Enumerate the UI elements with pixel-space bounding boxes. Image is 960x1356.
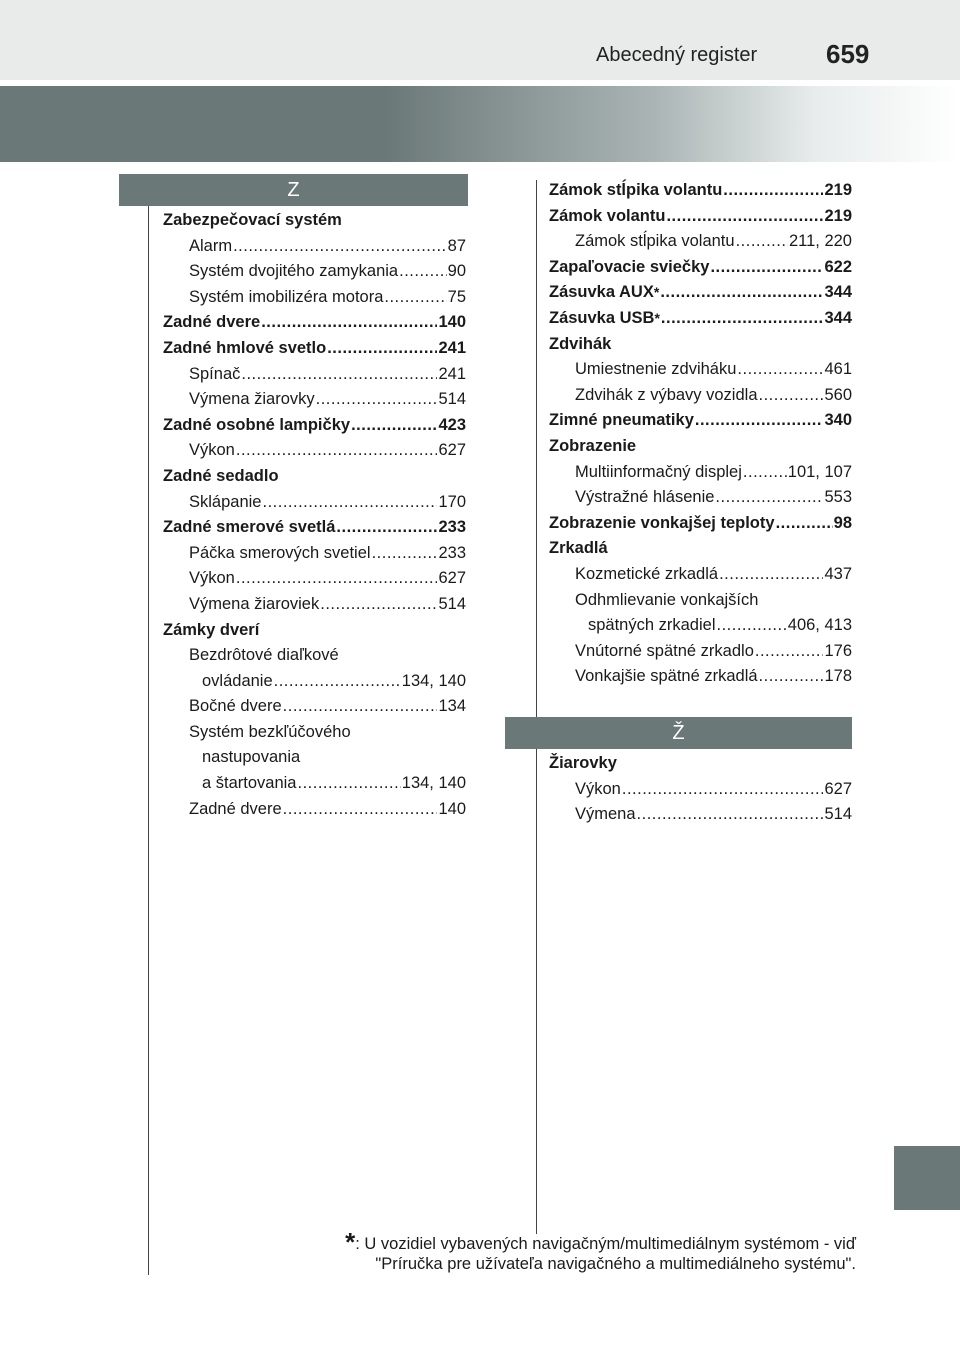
index-entry bbox=[549, 332, 852, 358]
entry-page-ref: 140 bbox=[438, 799, 466, 818]
dot-leader bbox=[236, 566, 438, 592]
entry-label: Zobrazenie vonkajšej teploty bbox=[549, 513, 775, 532]
entry-page-ref: 514 bbox=[438, 390, 466, 409]
index-entry bbox=[163, 669, 466, 695]
index-entry bbox=[549, 802, 852, 828]
middle-column-rule bbox=[536, 180, 537, 1234]
entry-label: Výmena bbox=[575, 805, 636, 824]
index-entry bbox=[549, 536, 852, 562]
dot-leader bbox=[283, 694, 438, 720]
index-entry bbox=[163, 285, 466, 311]
index-entry bbox=[163, 336, 466, 362]
entry-label: Sklápanie bbox=[189, 492, 262, 511]
dot-leader bbox=[723, 178, 823, 204]
footnote bbox=[268, 1227, 856, 1274]
entry-label: Zabezpečovací systém bbox=[163, 211, 342, 229]
entry-page-ref: 211, 220 bbox=[788, 232, 852, 251]
index-entry bbox=[549, 229, 852, 255]
index-column-left bbox=[163, 208, 466, 822]
entry-page-ref: 340 bbox=[824, 411, 852, 430]
header-title: Abecedný register bbox=[596, 44, 758, 66]
entry-page-ref: 101, 107 bbox=[787, 462, 852, 481]
entry-page-ref: 170 bbox=[438, 492, 466, 511]
entry-label: Zadné sedadlo bbox=[163, 466, 279, 485]
entry-page-ref: 553 bbox=[824, 488, 852, 507]
entry-page-ref: 134, 140 bbox=[401, 774, 466, 793]
index-entry bbox=[549, 511, 852, 537]
dot-leader bbox=[336, 515, 437, 541]
index-entry bbox=[163, 592, 466, 618]
entry-page-ref: 241 bbox=[438, 364, 466, 383]
index-column-right bbox=[549, 178, 852, 690]
index-entry bbox=[549, 460, 852, 486]
entry-label: Spínač bbox=[189, 364, 241, 383]
index-entry bbox=[549, 383, 852, 409]
entry-label: Vnútorné spätné zrkadlo bbox=[575, 641, 754, 660]
index-entry bbox=[549, 639, 852, 665]
dot-leader bbox=[351, 413, 437, 439]
entry-page-ref: 627 bbox=[438, 441, 466, 460]
entry-page-ref: 176 bbox=[824, 641, 852, 660]
dot-leader bbox=[666, 204, 823, 230]
dot-leader bbox=[262, 490, 437, 516]
entry-label: Výkon bbox=[575, 779, 621, 798]
entry-label: Zdvihák bbox=[549, 334, 612, 353]
entry-page-ref: 627 bbox=[824, 779, 852, 798]
dot-leader bbox=[384, 285, 446, 311]
entry-label: Výmena žiaroviek bbox=[189, 594, 320, 613]
entry-label: Systém bezkľúčového bbox=[189, 722, 351, 741]
index-entry bbox=[163, 490, 466, 516]
entry-page-ref: 233 bbox=[438, 518, 466, 537]
entry-page-ref: 344 bbox=[824, 283, 852, 302]
entry-label: Systém imobilizéra motora bbox=[189, 287, 384, 306]
dot-leader bbox=[737, 357, 823, 383]
entry-label: Zadné osobné lampičky bbox=[163, 415, 351, 434]
entry-label: Systém dvojitého zamykania bbox=[189, 262, 399, 281]
index-entry bbox=[163, 720, 466, 746]
entry-label: Zámok stĺpika volantu bbox=[549, 181, 723, 199]
entry-page-ref: 134 bbox=[438, 697, 466, 716]
entry-label: Zrkadlá bbox=[549, 539, 608, 558]
entry-page-ref: 406, 413 bbox=[787, 616, 852, 635]
entry-label: Zdvihák z výbavy vozidla bbox=[575, 385, 758, 404]
left-column-rule bbox=[148, 180, 149, 1275]
entry-page-ref: 219 bbox=[824, 206, 852, 225]
index-entry bbox=[163, 618, 466, 644]
header-strip bbox=[0, 0, 960, 80]
dot-leader bbox=[661, 306, 824, 332]
header-gradient-band bbox=[0, 86, 960, 162]
entry-label: Výmena žiarovky bbox=[189, 390, 315, 409]
entry-label: Výstražné hlásenie bbox=[575, 488, 715, 507]
footnote-line-1 bbox=[268, 1227, 856, 1257]
entry-page-ref: 514 bbox=[438, 594, 466, 613]
entry-label: Zadné dvere bbox=[163, 313, 261, 332]
index-entry bbox=[163, 566, 466, 592]
index-entry bbox=[163, 771, 466, 797]
entry-page-ref: 437 bbox=[824, 564, 852, 583]
entry-page-ref: 241 bbox=[438, 338, 466, 357]
entry-label: Výkon bbox=[189, 441, 235, 460]
footnote-star: * bbox=[345, 1227, 356, 1257]
index-entry bbox=[549, 588, 852, 614]
entry-page-ref: 622 bbox=[824, 257, 852, 276]
entry-label: spätných zrkadiel bbox=[588, 616, 716, 635]
dot-leader bbox=[320, 592, 437, 618]
index-entry bbox=[549, 408, 852, 434]
entry-label: Zásuvka USB bbox=[549, 308, 655, 327]
dot-leader bbox=[261, 310, 437, 336]
entry-label: Zámky dverí bbox=[163, 620, 260, 639]
footnote-text-1: : U vozidiel vybavených navigačným/multimediálnym systémom - viď bbox=[355, 1235, 856, 1253]
entry-page-ref: 344 bbox=[824, 308, 852, 327]
index-entry bbox=[163, 310, 466, 336]
dot-leader bbox=[660, 280, 823, 306]
dot-leader bbox=[743, 460, 787, 486]
dot-leader bbox=[755, 639, 824, 665]
index-entry bbox=[549, 357, 852, 383]
entry-label: Výkon bbox=[189, 569, 235, 588]
dot-leader bbox=[776, 511, 833, 537]
entry-label: Multiinformačný displej bbox=[575, 462, 742, 481]
index-entry bbox=[549, 178, 852, 204]
entry-label: Alarm bbox=[189, 236, 233, 255]
dot-leader bbox=[283, 797, 438, 823]
entry-label: Zásuvka AUX bbox=[549, 283, 654, 302]
entry-page-ref: 423 bbox=[438, 415, 466, 434]
index-entry bbox=[549, 777, 852, 803]
entry-page-ref: 87 bbox=[447, 236, 466, 255]
dot-leader bbox=[233, 234, 447, 260]
entry-page-ref: 461 bbox=[824, 360, 852, 379]
entry-page-ref: 627 bbox=[438, 569, 466, 588]
index-entry bbox=[163, 464, 466, 490]
section-header-zz: Ž bbox=[505, 717, 852, 749]
index-entry bbox=[163, 208, 466, 234]
entry-page-ref: 178 bbox=[824, 667, 852, 686]
index-entry bbox=[549, 255, 852, 281]
dot-leader bbox=[316, 387, 438, 413]
dot-leader bbox=[710, 255, 823, 281]
index-entry bbox=[163, 387, 466, 413]
dot-leader bbox=[716, 613, 786, 639]
entry-label: Žiarovky bbox=[549, 754, 617, 772]
index-entry bbox=[163, 259, 466, 285]
entry-page-ref: 219 bbox=[824, 181, 852, 199]
index-entry bbox=[549, 434, 852, 460]
chapter-tab bbox=[894, 1146, 960, 1210]
entry-label: ovládanie bbox=[202, 671, 273, 690]
index-entry bbox=[549, 664, 852, 690]
entry-label: Zadné smerové svetlá bbox=[163, 518, 336, 537]
entry-label: Bezdrôtové diaľkové bbox=[189, 646, 339, 665]
section-header-z: Z bbox=[119, 174, 468, 206]
index-entry bbox=[163, 234, 466, 260]
dot-leader bbox=[274, 669, 401, 695]
entry-page-ref: 75 bbox=[447, 287, 466, 306]
dot-leader bbox=[297, 771, 400, 797]
index-entry bbox=[163, 745, 466, 771]
entry-label: Umiestnenie zdviháku bbox=[575, 360, 737, 379]
index-entry: Zásuvka USB * ..... 344 bbox=[549, 306, 852, 332]
index-entry bbox=[163, 438, 466, 464]
entry-label: Zobrazenie bbox=[549, 436, 637, 455]
entry-label: Kozmetické zrkadlá bbox=[575, 564, 719, 583]
entry-label: Vonkajšie spätné zrkadlá bbox=[575, 667, 758, 686]
index-entry bbox=[163, 515, 466, 541]
entry-label: Zámok volantu bbox=[549, 206, 666, 225]
dot-leader bbox=[736, 229, 788, 255]
entry-label: Zadné dvere bbox=[189, 799, 282, 818]
entry-label: Odhmlievanie vonkajších bbox=[575, 590, 759, 609]
entry-label: a štartovania bbox=[202, 774, 297, 793]
index-entry: Zásuvka AUX * ..... 344 bbox=[549, 280, 852, 306]
index-entry bbox=[549, 613, 852, 639]
dot-leader bbox=[236, 438, 438, 464]
index-entry bbox=[549, 204, 852, 230]
entry-label: Zámok stĺpika volantu bbox=[575, 232, 735, 251]
dot-leader bbox=[695, 408, 824, 434]
entry-page-ref: 514 bbox=[824, 805, 852, 824]
dot-leader bbox=[241, 362, 437, 388]
entry-label: Bočné dvere bbox=[189, 697, 282, 716]
dot-leader bbox=[637, 802, 824, 828]
index-entry bbox=[163, 797, 466, 823]
entry-page-ref: 233 bbox=[438, 543, 466, 562]
dot-leader bbox=[715, 485, 823, 511]
index-entry bbox=[549, 562, 852, 588]
entry-page-ref: 140 bbox=[438, 313, 466, 332]
dot-leader bbox=[759, 383, 824, 409]
index-column-right-zz bbox=[549, 751, 852, 828]
entry-label: nastupovania bbox=[202, 748, 301, 767]
index-entry bbox=[549, 485, 852, 511]
index-entry bbox=[163, 541, 466, 567]
entry-page-ref: 560 bbox=[824, 385, 852, 404]
dot-leader bbox=[327, 336, 437, 362]
entry-label: Zapaľovacie sviečky bbox=[549, 257, 710, 276]
index-entry bbox=[549, 751, 852, 777]
entry-label: Zimné pneumatiky bbox=[549, 411, 694, 430]
page-number: 659 bbox=[826, 39, 870, 69]
dot-leader bbox=[719, 562, 823, 588]
dot-leader bbox=[372, 541, 438, 567]
footnote-line-2: "Príručka pre užívateľa navigačného a multimediálneho systému". bbox=[375, 1255, 856, 1273]
entry-page-ref: 90 bbox=[447, 262, 466, 281]
index-entry bbox=[163, 362, 466, 388]
entry-label: Zadné hmlové svetlo bbox=[163, 338, 327, 357]
dot-leader bbox=[622, 777, 824, 803]
index-entry bbox=[163, 413, 466, 439]
dot-leader bbox=[759, 664, 824, 690]
entry-page-ref: 134, 140 bbox=[401, 671, 466, 690]
entry-page-ref: 98 bbox=[833, 513, 852, 532]
entry-label: Páčka smerových svetiel bbox=[189, 543, 371, 562]
dot-leader bbox=[399, 259, 447, 285]
index-entry bbox=[163, 643, 466, 669]
index-entry bbox=[163, 694, 466, 720]
